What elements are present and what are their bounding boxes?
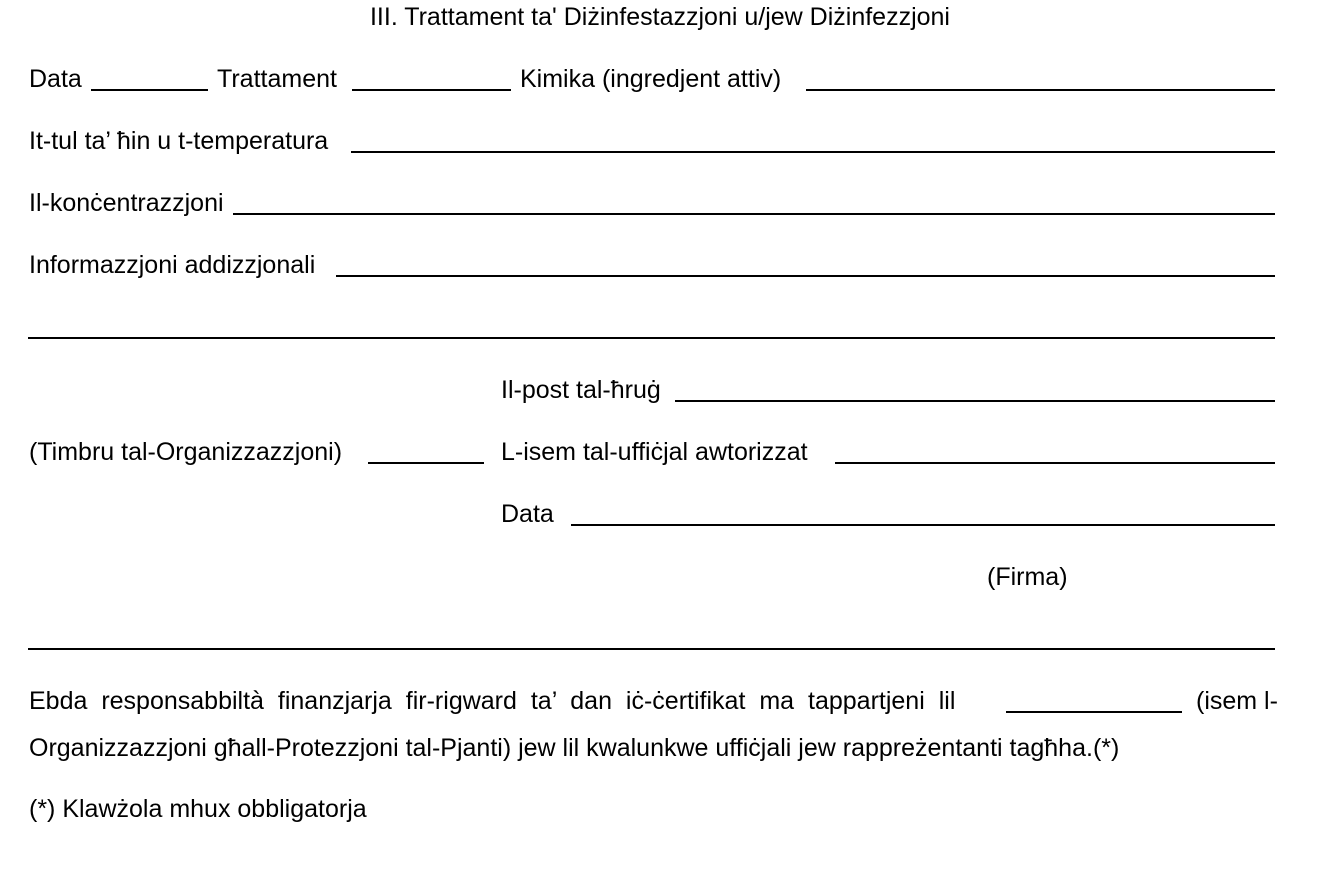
organization-stamp-field[interactable] bbox=[368, 462, 484, 464]
section-title: III. Trattament ta' Diżinfestazzjoni u/jew Diżinfezzjoni bbox=[369, 3, 950, 31]
section-divider bbox=[28, 648, 1275, 650]
additional-info-label: Informazzjoni addizzjonali bbox=[29, 251, 316, 279]
concentration-field[interactable] bbox=[233, 213, 1275, 215]
additional-info-field[interactable] bbox=[336, 275, 1275, 277]
chemical-field[interactable] bbox=[806, 89, 1275, 91]
duration-temperature-field[interactable] bbox=[351, 151, 1275, 153]
treatment-field[interactable] bbox=[352, 89, 511, 91]
signature-label: (Firma) bbox=[987, 563, 1068, 591]
treatment-label: Trattament bbox=[217, 65, 337, 93]
organization-name-field[interactable] bbox=[1006, 711, 1182, 713]
concentration-label: Il-konċentrazzjoni bbox=[29, 189, 224, 217]
place-of-issue-field[interactable] bbox=[675, 400, 1275, 402]
signature-date-label: Data bbox=[501, 500, 554, 528]
date-field[interactable] bbox=[91, 89, 208, 91]
chemical-label: Kimika (ingredjent attiv) bbox=[520, 65, 782, 93]
liability-text-line2: Organizzazzjoni għall-Protezzjoni tal-Pjanti) jew lil kwalunkwe uffiċjali jew rappreżentanti tagħha.(*) bbox=[29, 734, 1120, 762]
date-label: Data bbox=[29, 65, 82, 93]
duration-temperature-label: It-tul ta’ ħin u t-temperatura bbox=[29, 127, 329, 155]
authorized-officer-name-label: L-isem tal-uffiċjal awtorizzat bbox=[501, 438, 808, 466]
liability-text-line1-end: (isem l- bbox=[1196, 687, 1278, 715]
additional-info-field-continued[interactable] bbox=[28, 337, 1275, 339]
authorized-officer-name-field[interactable] bbox=[835, 462, 1275, 464]
liability-text-line1: Ebda responsabbiltà finanzjarja fir-rigward ta’ dan iċ-ċertifikat ma tappartjeni lil bbox=[29, 687, 956, 715]
organization-stamp-label: (Timbru tal-Organizzazzjoni) bbox=[29, 438, 343, 466]
signature-date-field[interactable] bbox=[571, 524, 1275, 526]
footnote: (*) Klawżola mhux obbligatorja bbox=[29, 795, 367, 823]
place-of-issue-label: Il-post tal-ħruġ bbox=[501, 376, 661, 404]
